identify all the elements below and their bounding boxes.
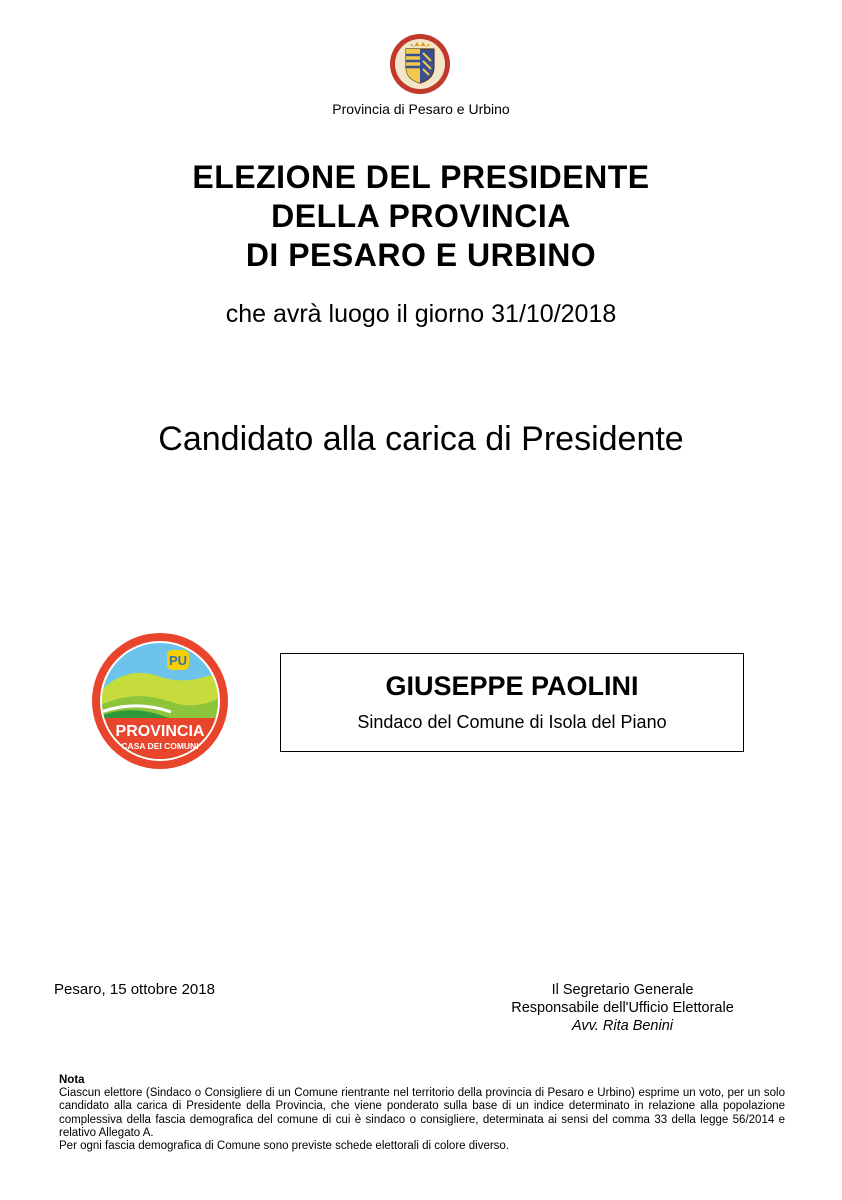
candidate-heading: Candidato alla carica di Presidente — [158, 420, 684, 458]
title-line-1: ELEZIONE DEL PRESIDENTE — [192, 159, 650, 195]
note-title: Nota — [59, 1074, 85, 1086]
signature-name: Avv. Rita Benini — [571, 1018, 673, 1034]
title-line-3: DI PESARO E URBINO — [245, 237, 597, 273]
signature-block — [480, 981, 765, 1035]
election-date-line: che avrà luogo il giorno 31/10/2018 — [225, 300, 617, 328]
election-title — [0, 158, 842, 275]
signature-title: Il Segretario Generale — [551, 982, 694, 998]
place-and-date: Pesaro, 15 ottobre 2018 — [54, 981, 215, 998]
party-badge: PU — [168, 653, 188, 668]
party-subtitle: CASA DEI COMUNI — [121, 741, 199, 751]
title-line-2: DELLA PROVINCIA — [271, 198, 571, 234]
note-paragraph: Per ogni fascia demografica di Comune sono previste schede elettorali di colore diverso. — [59, 1140, 510, 1153]
province-coat-of-arms-icon — [389, 33, 451, 95]
signature-office: Responsabile dell'Ufficio Elettorale — [511, 1000, 734, 1016]
candidate-box — [280, 653, 744, 752]
party-logo-icon — [91, 632, 229, 770]
note-section — [59, 1074, 785, 1153]
province-name: Provincia di Pesaro e Urbino — [332, 101, 510, 117]
candidate-role: Sindaco del Comune di Isola del Piano — [357, 712, 667, 732]
candidate-name: GIUSEPPE PAOLINI — [385, 671, 639, 701]
party-name: PROVINCIA — [115, 723, 205, 740]
note-paragraph: Ciascun elettore (Sindaco o Consigliere di un Comune rientrante nel territorio della provincia di Pesaro e Urbino) esprime un voto, per un solo candidato alla carica di Presidente della Provincia, che viene ponderato sulla base di un indice determinato in relazione alla popolazione complessiva della fascia demografica del comune di cui è sindaco o consigliere, determinata ai sensi del comma 33 della legge 56/2014 e relativo Allegato A. — [59, 1087, 785, 1139]
